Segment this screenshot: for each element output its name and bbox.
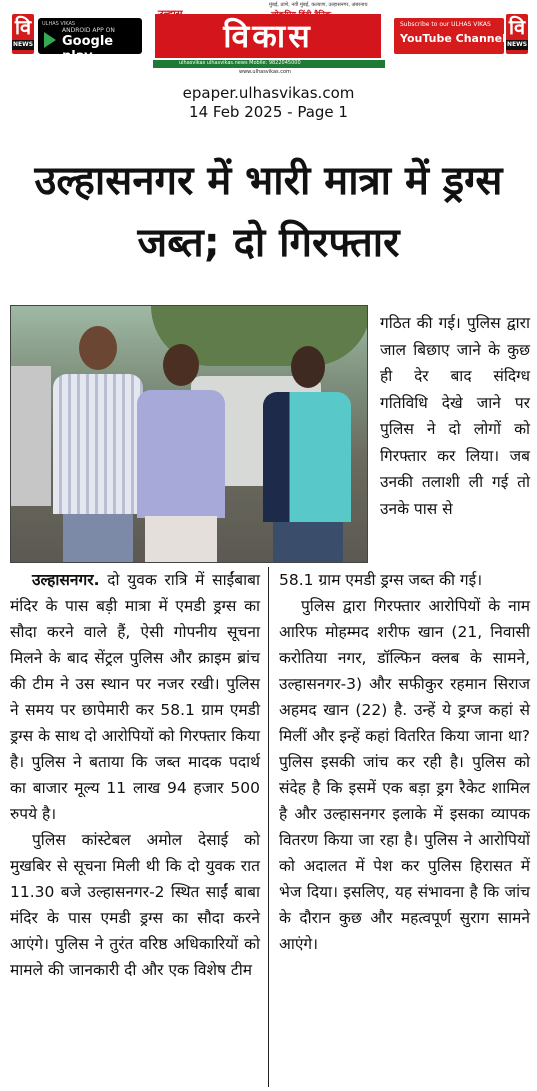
article-paragraph — [10, 567, 260, 827]
article-headline: उल्हासनगर में भारी मात्रा में ड्रग्स जब्त; दो गिरफ्तार — [34, 158, 503, 266]
article-column-right-top — [380, 310, 530, 522]
article-column-right — [279, 567, 530, 957]
edition-site[interactable]: epaper.ulhasvikas.com — [182, 84, 355, 102]
youtube-label: YouTube Channel — [400, 32, 506, 45]
article-photo — [10, 305, 368, 563]
youtube-channel-badge[interactable] — [394, 18, 504, 54]
article-paragraph: पुलिस द्वारा गिरफ्तार आरोपियों के नाम आरिफ मोहम्मद शरीफ खान (21, निवासी करोतिया नगर, डॉल्फिन क्लब के सामने, उल्हासनगर-3) और सफीकुर रहमान सिराज अहमद खान (22) है. उन्हें ये ड्रग्ज कहां से मिलीं और इन्हें कहां वितरित किया जाना था? पुलिस इसकी जांच कर रही है। पुलिस को संदेह है कि इसमें एक बड़ा ड्रग रैकेट शामिल है और उल्हासनगर इलाके में इसका व्यापक वितरण किया जा रहा है। पुलिस ने आरोपियों को अदालत में पेश कर पुलिस हिरासत में भेज दिया। इसलिए, यह संभावना है कि जांच के दौरान कुछ और महत्वपूर्ण सुराग सामने आएंगे। — [279, 597, 530, 953]
photo-person-officer — [41, 326, 141, 562]
brand-name: विकास — [155, 14, 381, 58]
photo-person-accused-2 — [255, 346, 355, 562]
news-logo-glyph: वि — [508, 15, 526, 39]
newspaper-logo[interactable] — [153, 0, 385, 78]
google-play-badge[interactable] — [38, 18, 142, 64]
app-badge-label: ANDROID APP ON — [62, 27, 115, 34]
brand-contact: ulhasvikas ulhasvikas.news Mobile: 9822045000 — [179, 60, 301, 66]
youtube-subscribe-text: Subscribe to our ULHAS VIKAS — [400, 21, 491, 28]
article-text: दो युवक रात्रि में साईंबाबा मंदिर के पास बड़ी मात्रा में एमडी ड्रग्स का सौदा करने वाले हैं, ऐसी गोपनीय सूचना मिलने के बाद सेंट्रल पुलिस और क्राइम ब्रांच की टीम ने उस स्थान पर नजर रखी। पुलिस ने समय पर छापेमारी कर 58.1 ग्राम एमडी ड्रग्स के साथ दो आरोपियों को गिरफ्तार किया है। पुलिस ने बताया कि जब्त मादक पदार्थ का बाजार मूल्य 11 लाख 94 हजार 500 रुपये है। — [10, 571, 260, 823]
app-badge-store: Google play — [62, 34, 114, 64]
brand-tagline: मुंबई, ठाणे, नवी मुंबई, कल्याण, उल्हासनगर, अंबरनाथ — [269, 2, 368, 8]
app-badge-top: ULHAS VIKAS — [42, 21, 76, 27]
article-paragraph: पुलिस कांस्टेबल अमोल देसाई को मुखबिर से सूचना मिली थी कि दो युवक रात 11.30 बजे उल्हासनगर-2 स्थित साईं बाबा मंदिर के पास एमडी ड्रग्स का सौदा करने आएंगे। पुलिस ने तुरंत वरिष्ठ अधिकारियों को मामले की जानकारी दी और एक विशेष टीम — [10, 831, 260, 979]
news-logo-sub: NEWS — [12, 41, 34, 48]
column-divider — [268, 567, 269, 1087]
article-dateline: उल्हासनगर. — [32, 571, 100, 589]
article-column-left — [10, 567, 260, 983]
play-store-icon — [44, 32, 56, 48]
edition-date-page: 14 Feb 2025 - Page 1 — [189, 103, 348, 121]
news-logo-sub: NEWS — [506, 41, 528, 48]
masthead — [0, 0, 537, 80]
edition-info — [0, 84, 537, 122]
photo-person-accused-1 — [131, 344, 231, 562]
news-logo-glyph: वि — [14, 15, 32, 39]
article-paragraph: 58.1 ग्राम एमडी ड्रग्स जब्त की गई। — [279, 571, 483, 589]
news-logo-right[interactable] — [506, 14, 528, 54]
news-logo-left[interactable] — [12, 14, 34, 54]
article-paragraph: गठित की गई। पुलिस द्वारा जाल बिछाए जाने के कुछ ही देर बाद संदिग्ध गतिविधि देखे जाने पर पुलिस ने दो लोगों को गिरफ्तार कर लिया। जब उनकी तलाशी ली गई तो उनके पास से — [380, 314, 530, 518]
brand-website: www.ulhasvikas.com — [239, 69, 291, 75]
